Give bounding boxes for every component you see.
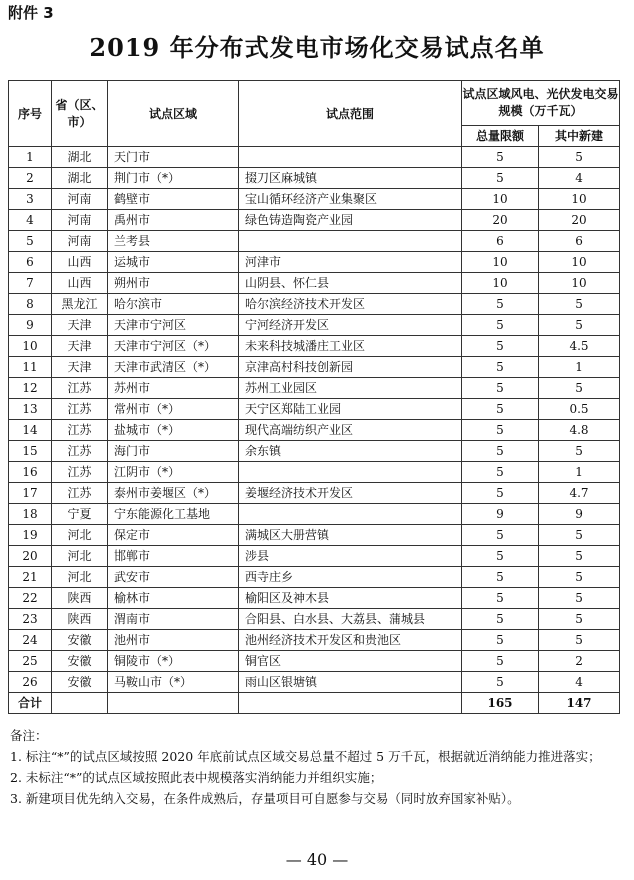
cell-province: 山西: [52, 252, 108, 273]
document-title: 2019 年分布式发电市场化交易试点名单: [89, 33, 545, 62]
cell-scope: 掇刀区麻城镇: [239, 168, 462, 189]
cell-scope: 宁河经济开发区: [239, 315, 462, 336]
cell-scope: 池州经济技术开发区和贵池区: [239, 630, 462, 651]
cell-scope: 姜堰经济技术开发区: [239, 483, 462, 504]
cell-scope: [239, 462, 462, 483]
cell-new-build: 6: [539, 231, 620, 252]
cell-new-build: 5: [539, 525, 620, 546]
cell-province: 山西: [52, 273, 108, 294]
cell-new-build: 9: [539, 504, 620, 525]
cell-total-limit: 5: [462, 525, 539, 546]
cell-scope: 天宁区郑陆工业园: [239, 399, 462, 420]
table-row: [9, 378, 620, 399]
total-empty: [239, 693, 462, 714]
cell-area: 渭南市: [108, 609, 239, 630]
cell-seq: 11: [9, 357, 52, 378]
cell-province: 河北: [52, 525, 108, 546]
table-row: [9, 231, 620, 252]
cell-seq: 6: [9, 252, 52, 273]
cell-scope: 雨山区银塘镇: [239, 672, 462, 693]
cell-province: 江苏: [52, 420, 108, 441]
cell-scope: 合阳县、白水县、大荔县、蒲城县: [239, 609, 462, 630]
note-item: 3. 新建项目优先纳入交易，在条件成熟后，存量项目可自愿参与交易（同时放弃国家补贴）。: [10, 791, 520, 806]
cell-total-limit: 5: [462, 588, 539, 609]
header-province: 省（区、市）: [52, 81, 108, 147]
cell-seq: 13: [9, 399, 52, 420]
header-total-limit: 总量限额: [462, 126, 539, 147]
cell-province: 河南: [52, 189, 108, 210]
notes-heading: 备注：: [10, 728, 48, 743]
table-row: [9, 651, 620, 672]
cell-total-limit: 5: [462, 399, 539, 420]
cell-seq: 15: [9, 441, 52, 462]
cell-province: 江苏: [52, 399, 108, 420]
cell-seq: 22: [9, 588, 52, 609]
cell-scope: 余东镇: [239, 441, 462, 462]
cell-total-limit: 5: [462, 567, 539, 588]
cell-new-build: 10: [539, 252, 620, 273]
cell-scope: [239, 231, 462, 252]
cell-new-build: 5: [539, 609, 620, 630]
cell-total-limit: 5: [462, 441, 539, 462]
cell-area: 常州市（*）: [108, 399, 239, 420]
cell-province: 陕西: [52, 609, 108, 630]
cell-total-limit: 5: [462, 546, 539, 567]
cell-scope: 西寺庄乡: [239, 567, 462, 588]
cell-scope: 京津高村科技创新园: [239, 357, 462, 378]
cell-total-limit: 10: [462, 252, 539, 273]
header-area: 试点区域: [108, 81, 239, 147]
note-item: 2. 未标注“*”的试点区域按照此表中规模落实消纳能力并组织实施；: [10, 770, 383, 785]
cell-province: 安徽: [52, 672, 108, 693]
cell-area: 铜陵市（*）: [108, 651, 239, 672]
pilot-list-table: [8, 80, 620, 714]
table-row: [9, 525, 620, 546]
cell-area: 朔州市: [108, 273, 239, 294]
cell-seq: 10: [9, 336, 52, 357]
table-row: [9, 420, 620, 441]
total-limit-sum: 165: [462, 693, 539, 714]
cell-new-build: 5: [539, 630, 620, 651]
cell-area: 天津市宁河区: [108, 315, 239, 336]
cell-scope: 涉县: [239, 546, 462, 567]
cell-area: 池州市: [108, 630, 239, 651]
cell-total-limit: 5: [462, 378, 539, 399]
table-row: [9, 147, 620, 168]
cell-scope: 苏州工业园区: [239, 378, 462, 399]
table-row: [9, 462, 620, 483]
cell-area: 宁东能源化工基地: [108, 504, 239, 525]
cell-province: 湖北: [52, 168, 108, 189]
cell-total-limit: 5: [462, 651, 539, 672]
cell-seq: 2: [9, 168, 52, 189]
cell-scope: 河津市: [239, 252, 462, 273]
cell-total-limit: 5: [462, 609, 539, 630]
cell-total-limit: 5: [462, 294, 539, 315]
cell-new-build: 4: [539, 168, 620, 189]
total-new-sum: 147: [539, 693, 620, 714]
cell-scope: 宝山循环经济产业集聚区: [239, 189, 462, 210]
cell-total-limit: 5: [462, 483, 539, 504]
cell-area: 保定市: [108, 525, 239, 546]
cell-seq: 25: [9, 651, 52, 672]
cell-province: 河南: [52, 231, 108, 252]
cell-seq: 8: [9, 294, 52, 315]
cell-area: 盐城市（*）: [108, 420, 239, 441]
cell-total-limit: 5: [462, 315, 539, 336]
cell-new-build: 5: [539, 546, 620, 567]
cell-new-build: 1: [539, 462, 620, 483]
table-row: [9, 588, 620, 609]
cell-new-build: 5: [539, 567, 620, 588]
cell-seq: 18: [9, 504, 52, 525]
cell-area: 榆林市: [108, 588, 239, 609]
table-row: [9, 315, 620, 336]
cell-seq: 24: [9, 630, 52, 651]
cell-scope: 现代高端纺织产业区: [239, 420, 462, 441]
cell-seq: 7: [9, 273, 52, 294]
cell-province: 河南: [52, 210, 108, 231]
cell-area: 马鞍山市（*）: [108, 672, 239, 693]
total-empty: [108, 693, 239, 714]
cell-province: 江苏: [52, 378, 108, 399]
attachment-label: 附件 3: [8, 4, 54, 22]
table-row: [9, 294, 620, 315]
cell-seq: 3: [9, 189, 52, 210]
cell-seq: 1: [9, 147, 52, 168]
cell-scope: [239, 147, 462, 168]
cell-seq: 23: [9, 609, 52, 630]
cell-area: 兰考县: [108, 231, 239, 252]
cell-scope: 山阴县、怀仁县: [239, 273, 462, 294]
page-number: — 40 —: [285, 850, 349, 869]
header-scope: 试点范围: [239, 81, 462, 147]
cell-scope: 满城区大册营镇: [239, 525, 462, 546]
cell-area: 禹州市: [108, 210, 239, 231]
cell-scope: [239, 504, 462, 525]
cell-scope: 未来科技城潘庄工业区: [239, 336, 462, 357]
cell-total-limit: 5: [462, 168, 539, 189]
cell-total-limit: 5: [462, 147, 539, 168]
cell-area: 荆门市（*）: [108, 168, 239, 189]
cell-scope: 绿色铸造陶瓷产业园: [239, 210, 462, 231]
cell-area: 哈尔滨市: [108, 294, 239, 315]
header-seq: 序号: [9, 81, 52, 147]
cell-new-build: 4.7: [539, 483, 620, 504]
cell-seq: 12: [9, 378, 52, 399]
cell-province: 安徽: [52, 651, 108, 672]
header-scale: 试点区域风电、光伏发电交易规模（万千瓦）: [462, 81, 620, 126]
cell-seq: 17: [9, 483, 52, 504]
cell-total-limit: 20: [462, 210, 539, 231]
cell-area: 运城市: [108, 252, 239, 273]
cell-seq: 26: [9, 672, 52, 693]
cell-seq: 21: [9, 567, 52, 588]
table-row: [9, 357, 620, 378]
cell-new-build: 1: [539, 357, 620, 378]
cell-seq: 19: [9, 525, 52, 546]
table-row: [9, 273, 620, 294]
cell-scope: 哈尔滨经济技术开发区: [239, 294, 462, 315]
cell-new-build: 5: [539, 315, 620, 336]
cell-total-limit: 5: [462, 630, 539, 651]
cell-province: 宁夏: [52, 504, 108, 525]
cell-total-limit: 9: [462, 504, 539, 525]
table-row: [9, 672, 620, 693]
cell-new-build: 10: [539, 189, 620, 210]
cell-new-build: 2: [539, 651, 620, 672]
table-row: [9, 567, 620, 588]
cell-area: 武安市: [108, 567, 239, 588]
cell-new-build: 20: [539, 210, 620, 231]
cell-total-limit: 10: [462, 189, 539, 210]
cell-new-build: 5: [539, 588, 620, 609]
table-row: [9, 168, 620, 189]
cell-area: 天津市武清区（*）: [108, 357, 239, 378]
cell-new-build: 4.5: [539, 336, 620, 357]
cell-seq: 4: [9, 210, 52, 231]
cell-area: 泰州市姜堰区（*）: [108, 483, 239, 504]
cell-new-build: 5: [539, 378, 620, 399]
cell-total-limit: 5: [462, 672, 539, 693]
cell-seq: 20: [9, 546, 52, 567]
cell-province: 安徽: [52, 630, 108, 651]
table-row: [9, 336, 620, 357]
notes-section: [10, 725, 620, 809]
cell-province: 河北: [52, 567, 108, 588]
cell-province: 天津: [52, 357, 108, 378]
cell-new-build: 10: [539, 273, 620, 294]
cell-scope: 榆阳区及神木县: [239, 588, 462, 609]
cell-area: 天津市宁河区（*）: [108, 336, 239, 357]
cell-seq: 9: [9, 315, 52, 336]
cell-area: 天门市: [108, 147, 239, 168]
cell-province: 江苏: [52, 483, 108, 504]
header-new-build: 其中新建: [539, 126, 620, 147]
cell-total-limit: 10: [462, 273, 539, 294]
table-row: [9, 630, 620, 651]
cell-province: 天津: [52, 315, 108, 336]
cell-new-build: 4.8: [539, 420, 620, 441]
cell-province: 河北: [52, 546, 108, 567]
table-row: [9, 399, 620, 420]
cell-area: 邯郸市: [108, 546, 239, 567]
cell-seq: 5: [9, 231, 52, 252]
cell-total-limit: 6: [462, 231, 539, 252]
total-row: [9, 693, 620, 714]
table-row: [9, 546, 620, 567]
cell-seq: 16: [9, 462, 52, 483]
cell-seq: 14: [9, 420, 52, 441]
cell-new-build: 0.5: [539, 399, 620, 420]
table-row: [9, 504, 620, 525]
cell-province: 黑龙江: [52, 294, 108, 315]
cell-total-limit: 5: [462, 336, 539, 357]
cell-province: 江苏: [52, 441, 108, 462]
table-row: [9, 609, 620, 630]
total-label: 合计: [9, 693, 52, 714]
cell-scope: 铜官区: [239, 651, 462, 672]
cell-new-build: 5: [539, 294, 620, 315]
cell-province: 江苏: [52, 462, 108, 483]
table-row: [9, 210, 620, 231]
cell-new-build: 4: [539, 672, 620, 693]
cell-area: 海门市: [108, 441, 239, 462]
cell-total-limit: 5: [462, 357, 539, 378]
cell-province: 陕西: [52, 588, 108, 609]
cell-total-limit: 5: [462, 462, 539, 483]
cell-area: 苏州市: [108, 378, 239, 399]
cell-total-limit: 5: [462, 420, 539, 441]
table-row: [9, 189, 620, 210]
cell-new-build: 5: [539, 147, 620, 168]
cell-area: 江阴市（*）: [108, 462, 239, 483]
note-item: 1. 标注“*”的试点区域按照 2020 年底前试点区域交易总量不超过 5 万千瓦，根据就近消纳能力推进落实；: [10, 749, 601, 764]
cell-new-build: 5: [539, 441, 620, 462]
table-row: [9, 252, 620, 273]
total-empty: [52, 693, 108, 714]
cell-area: 鹤壁市: [108, 189, 239, 210]
cell-province: 湖北: [52, 147, 108, 168]
cell-province: 天津: [52, 336, 108, 357]
table-row: [9, 483, 620, 504]
table-row: [9, 441, 620, 462]
